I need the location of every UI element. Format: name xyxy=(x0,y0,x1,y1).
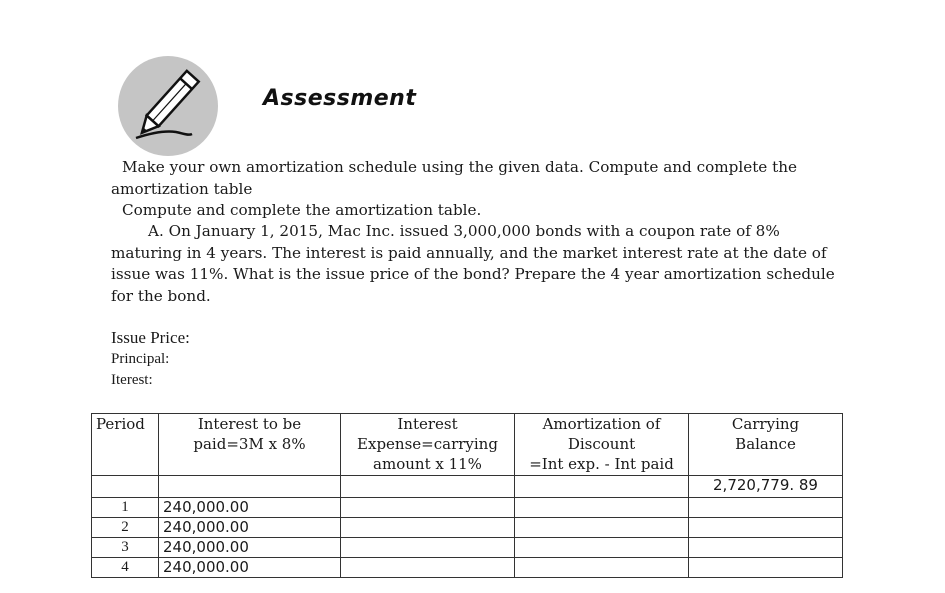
page-title: Assessment xyxy=(263,86,417,111)
table-row xyxy=(92,518,843,538)
row-period: 1 xyxy=(92,498,159,518)
issue-price-label: Issue Price: xyxy=(111,328,190,347)
initial-carrying-balance: 2,720,779. 89 xyxy=(689,476,843,498)
problem-statement: A. On January 1, 2015, Mac Inc. issued 3,000,000 bonds with a coupon rate of 8% maturing in 4 years. The interest is paid annually, and the market interest rate at the date of issue was 11%. What is the issue price of the bond? Prepare the 4 year amortization schedule for the bond. xyxy=(111,222,835,305)
pencil-icon xyxy=(118,56,218,156)
table-row xyxy=(92,498,843,518)
header-amortization: Amortization of Discount =Int exp. - Int paid xyxy=(515,414,689,476)
interest-label: Iterest: xyxy=(111,372,153,388)
row-period: 3 xyxy=(92,538,159,558)
row-period: 4 xyxy=(92,558,159,578)
principal-label: Principal: xyxy=(111,351,170,367)
table-header-row xyxy=(92,414,843,476)
row-period: 2 xyxy=(92,518,159,538)
row-interest-paid: 240,000.00 xyxy=(159,498,341,518)
header-interest-paid: Interest to be paid=3M x 8% xyxy=(159,414,341,476)
header-period: Period xyxy=(92,414,159,476)
instruction-paragraph-1: Make your own amortization schedule using the given data. Compute and complete the amortization table xyxy=(111,158,797,198)
row-interest-paid: 240,000.00 xyxy=(159,558,341,578)
header-interest-expense: Interest Expense=carrying amount x 11% xyxy=(341,414,515,476)
table-row xyxy=(92,558,843,578)
row-interest-paid: 240,000.00 xyxy=(159,518,341,538)
initial-balance-row xyxy=(92,476,843,498)
header-carrying-balance: Carrying Balance xyxy=(689,414,843,476)
pencil-logo xyxy=(118,56,218,156)
row-interest-paid: 240,000.00 xyxy=(159,538,341,558)
instruction-paragraph-2: Compute and complete the amortization table. xyxy=(122,201,482,219)
amortization-table xyxy=(91,413,843,578)
table-row xyxy=(92,538,843,558)
